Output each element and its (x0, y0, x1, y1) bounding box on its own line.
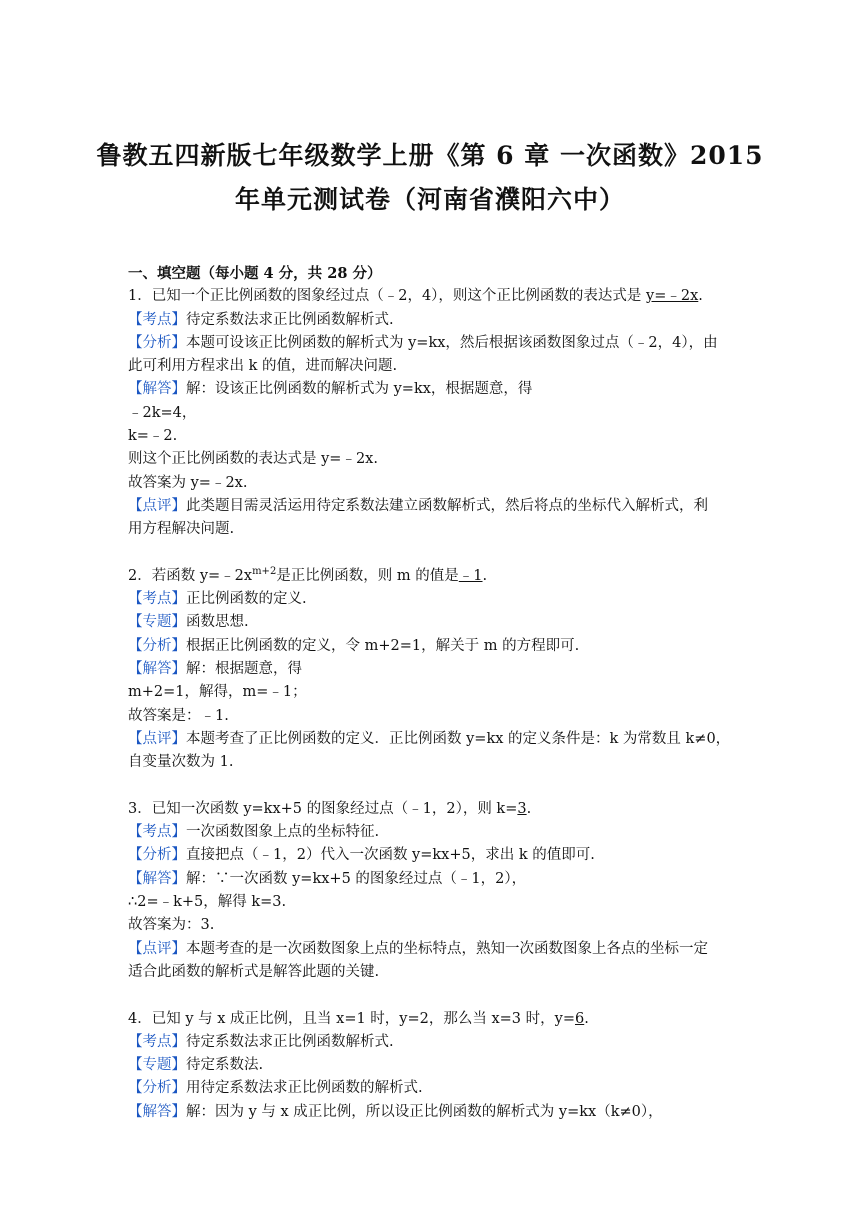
dianping-tag: 【点评】 (128, 730, 186, 747)
question-4-jieda: 【解答】解：因为 y 与 x 成正比例，所以设正比例函数的解析式为 y=kx（k≠0）， (128, 1103, 663, 1120)
question-1-step-3: 则这个正比例函数的表达式是 y=﹣2x. (128, 451, 378, 468)
spacer (128, 984, 738, 1007)
question-1-step-2: k=﹣2. (128, 428, 178, 445)
question-2-stem: 2．若函数 $y=﹣2x^{m+2}$是正比例函数，则 m 的值是﹣1. (128, 566, 488, 584)
question-3-step-2: 故答案为：3. (128, 917, 215, 934)
question-2-dianping-cont: 自变量次数为 1. (128, 754, 234, 771)
question-1-step-4: 故答案为 y=﹣2x. (128, 474, 248, 491)
kaodian-tag: 【考点】 (128, 824, 186, 841)
question-4-stem: 4．已知 y 与 x 成正比例，且当 x=1 时，y=2，那么当 x=3 时，y=6. (128, 1010, 589, 1027)
question-2-zhuanti: 【专题】函数思想. (128, 614, 249, 631)
question-4-zhuanti: 【专题】待定系数法. (128, 1057, 264, 1074)
question-3-stem: 3．已知一次函数 y=kx+5 的图象经过点（﹣1，2），则 k=3. (128, 800, 532, 817)
question-4-fenxi: 【分析】用待定系数法求正比例函数的解析式. (128, 1080, 423, 1097)
question-3-jieda: 【解答】解：∵一次函数 y=kx+5 的图象经过点（﹣1，2）， (128, 870, 527, 887)
question-2-kaodian: 【考点】正比例函数的定义. (128, 591, 307, 608)
question-4-answer: 6 (574, 1010, 585, 1027)
kaodian-tag: 【考点】 (128, 591, 186, 608)
fenxi-tag: 【分析】 (128, 334, 186, 351)
question-3-answer: 3 (517, 800, 527, 817)
jieda-tag: 【解答】 (128, 1103, 186, 1120)
question-3-fenxi: 【分析】直接把点（﹣1，2）代入一次函数 y=kx+5，求出 k 的值即可. (128, 847, 595, 864)
question-4-kaodian: 【考点】待定系数法求正比例函数解析式. (128, 1033, 394, 1050)
dianping-tag: 【点评】 (128, 940, 186, 957)
spacer (128, 775, 738, 798)
question-3-dianping-cont: 适合此函数的解析式是解答此题的关键. (128, 963, 380, 980)
fenxi-tag: 【分析】 (128, 637, 186, 654)
zhuanti-tag: 【专题】 (128, 614, 186, 631)
jieda-tag: 【解答】 (128, 870, 186, 887)
question-2-step-1: m+2=1，解得，m=﹣1； (128, 684, 307, 701)
kaodian-tag: 【考点】 (128, 311, 186, 328)
document-body (128, 262, 738, 1124)
question-1-kaodian: 【考点】待定系数法求正比例函数解析式. (128, 311, 394, 328)
question-3-kaodian: 【考点】一次函数图象上点的坐标特征. (128, 824, 380, 841)
question-1-answer: y=﹣2x (646, 288, 699, 305)
question-1-jieda: 【解答】解：设该正比例函数的解析式为 y=kx，根据题意，得 (128, 381, 533, 398)
question-2-jieda: 【解答】解：根据题意，得 (128, 661, 302, 678)
document-title-line-1: 鲁教五四新版七年级数学上册《第 6 章 一次函数》2015 (96, 141, 764, 170)
question-3-dianping: 【点评】本题考查的是一次函数图象上点的坐标特点，熟知一次函数图象上各点的坐标一定 (128, 940, 708, 957)
question-1-fenxi: 【分析】本题可设该正比例函数的解析式为 y=kx，然后根据该函数图象过点（﹣2，4），由 (128, 334, 718, 351)
zhuanti-tag: 【专题】 (128, 1057, 186, 1074)
question-1-step-1: ﹣2k=4， (128, 404, 197, 421)
document-title-line-2: 年单元测试卷（河南省濮阳六中） (234, 185, 625, 214)
question-3-step-1: ∴2=﹣k+5，解得 k=3. (128, 894, 287, 911)
question-1-dianping: 【点评】此类题目需灵活运用待定系数法建立函数解析式，然后将点的坐标代入解析式，利 (128, 497, 708, 514)
question-1-stem: 1．已知一个正比例函数的图象经过点（﹣2，4），则这个正比例函数的表达式是 y=﹣2x. (128, 288, 703, 305)
jieda-tag: 【解答】 (128, 381, 186, 398)
question-2-fenxi: 【分析】根据正比例函数的定义，令 m+2=1，解关于 m 的方程即可. (128, 637, 580, 654)
question-2-answer: ﹣1 (458, 567, 483, 584)
fenxi-tag: 【分析】 (128, 1080, 186, 1097)
question-2-dianping: 【点评】本题考查了正比例函数的定义．正比例函数 y=kx 的定义条件是：k 为常数且 k≠0， (128, 730, 731, 747)
spacer (128, 542, 738, 565)
question-1-fenxi-cont: 此可利用方程求出 k 的值，进而解决问题. (128, 358, 398, 375)
dianping-tag: 【点评】 (128, 497, 186, 514)
question-2-exponent: m+2 (252, 566, 277, 578)
jieda-tag: 【解答】 (128, 661, 186, 678)
kaodian-tag: 【考点】 (128, 1033, 186, 1050)
question-1-dianping-cont: 用方程解决问题. (128, 521, 235, 538)
fenxi-tag: 【分析】 (128, 847, 186, 864)
section-heading: 一、填空题（每小题 4 分，共 28 分） (128, 265, 382, 282)
question-2-step-2: 故答案是：﹣1. (128, 707, 229, 724)
